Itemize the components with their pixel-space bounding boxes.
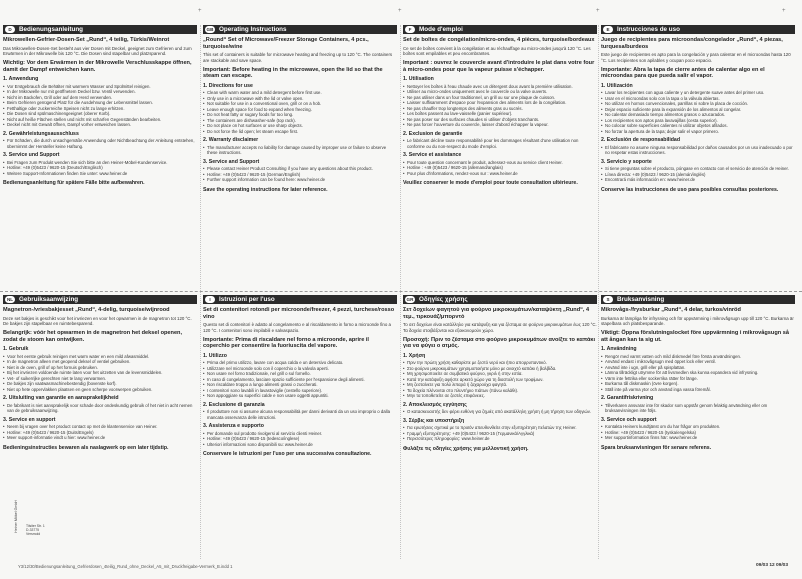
language-flag-badge: NL xyxy=(6,297,14,302)
section-header-title: Operating Instructions xyxy=(219,26,287,33)
bullet-item: • Not suitable for use in a conventional oven, grill or on a hob. xyxy=(203,101,397,107)
language-column xyxy=(403,295,597,559)
product-title: „Round“ Set of Microwave/Freezer Storage Containers, 4 pcs., turquoise/wine xyxy=(203,37,369,50)
bullet-item: • Nicht auf heiße Flächen stellen und nicht mit scharfen Gegenständen bearbeiten. xyxy=(3,117,197,123)
section-header-title: Mode d'emploi xyxy=(419,26,463,33)
subsection-heading: 3. Service en support xyxy=(3,416,56,423)
important-warning: Belangrijk: vóór het opwarmen in de magnetron het deksel openen, zodat de stoom kan ontwijken. xyxy=(3,329,183,343)
bullet-item: • Använd endast i mikrovågsugn med öppet lock eller ventil. xyxy=(601,359,795,365)
bullet-item: • Hotline: +49 (0)5423 / 9620-15 (tyska/engelska) xyxy=(601,430,795,436)
section-body xyxy=(203,34,397,193)
subsection-heading: 1. Utilizzo xyxy=(203,353,227,359)
bullet-item: • Encontrará más información en: www.heiner.de xyxy=(601,177,795,183)
subsection-heading: 3. Σέρβις και υποστήριξη xyxy=(403,417,465,424)
bullet-item: • Weitere Support-Informationen finden Sie unter: www.heiner.de xyxy=(3,171,197,177)
bullet-item: • Für Schäden, die durch unsachgemäße Anwendung oder Nichtbeachtung der Anleitung entstehen, übernimmt der Hersteller keine Haftung. xyxy=(3,138,197,149)
bullet-item: • Los recipientes son aptos para lavavajillas (cesta superior). xyxy=(601,118,795,124)
bullet-item: • De fabrikant is niet aansprakelijk voor schade door ondeskundig gebruik of het niet in acht nemen van de gebruiksaanwijzing. xyxy=(3,403,197,414)
bullet-item: • Non usare nel forno tradizionale, nel grill o sul fornello. xyxy=(203,371,397,377)
section-body xyxy=(3,304,197,451)
bullet-item: • In caso di congelamento, lasciare spazio sufficiente per l'espansione degli alimenti. xyxy=(203,377,397,383)
keep-instructions-note: Save the operating instructions for later reference. xyxy=(203,186,328,193)
bullet-item: • Les boîtes passent au lave-vaisselle (panier supérieur). xyxy=(403,111,597,117)
bullet-item: • Deckel nicht mit Gewalt öffnen, Dampf vorher entweichen lassen. xyxy=(3,122,197,128)
keep-instructions-note: Conservare le istruzioni per l'uso per una successiva consultazione. xyxy=(203,451,372,458)
bullet-item: • Non riscaldare troppo a lungo alimenti grassi o zuccherati. xyxy=(203,382,397,388)
subsection-heading: 3. Service et assistance xyxy=(403,152,462,159)
bullet-item: • Meer support-informatie vindt u hier: www.heiner.de xyxy=(3,435,197,441)
bullet-item: • No utilizar en hornos convencionales, parrillas ni sobre la placa de cocción. xyxy=(601,101,795,107)
intro-text: This set of containers is suitable for microwave heating and freezing up to 120 °C. The containers are stackable and save space. xyxy=(203,52,393,63)
bullet-item: • Bei Fragen zum Produkt wenden Sie sich bitte an den Heiner-Möbel-Kundenservice. xyxy=(3,160,197,166)
bullet-item: • Die Dosen sind spülmaschinengeeignet (oberer Korb). xyxy=(3,111,197,117)
section-header-title: Istruzioni per l'uso xyxy=(219,296,275,303)
subsection-heading: 2. Αποκλεισμός εγγύησης xyxy=(403,401,467,408)
subsection-heading: 2. Gewährleistungsausschluss xyxy=(3,130,79,137)
language-column xyxy=(601,25,795,287)
language-column xyxy=(3,25,197,287)
bullet-item: • Περισσότερες πληροφορίες: www.heiner.de xyxy=(403,436,597,442)
intro-text: Ce set de boîtes convient à la congélation et au réchauffage au micro-ondes jusqu'à 120 °C. Les boîtes sont empilables et peu encombrantes. xyxy=(403,45,591,57)
bullet-item: • Ne pas poser sur des surfaces chaudes ni utiliser d'objets tranchants. xyxy=(403,117,597,123)
bullet-item: • Για ερωτήσεις σχετικά με το προϊόν απευθυνθείτε στην εξυπηρέτηση πελατών της Heiner. xyxy=(403,425,597,431)
subsection-heading: 3. Assistenza e supporto xyxy=(203,423,264,430)
section-header xyxy=(3,25,197,34)
subsection-heading: 1. Utilisation xyxy=(403,76,434,83)
bullet-item: • Utilizzare nel microonde solo con il coperchio o la valvola aperti. xyxy=(203,366,397,372)
bullet-item: • Kontakta Heiners kundtjänst om du har frågor om produkten. xyxy=(601,424,795,430)
section-body xyxy=(403,34,597,186)
language-column xyxy=(403,25,597,287)
section-header-title: Gebruiksaanwijzing xyxy=(19,296,79,303)
bullet-item: • Μη ζεσταίνετε για πολύ λιπαρά ή ζαχαρούχα φαγητά. xyxy=(403,382,597,388)
subsection-heading: 3. Service und Support xyxy=(3,152,60,159)
section-body xyxy=(601,304,795,451)
keep-instructions-note: Bedieningsinstructies bewaren als naslagwerk op een later tijdstip. xyxy=(3,444,169,451)
bullet-item: • Lämna tillräckligt utrymme för att livsmedlen ska kunna expandera vid infrysning. xyxy=(601,370,795,376)
language-flag-badge: E xyxy=(603,26,613,33)
important-warning: Important: Before heating in the microwave, open the lid so that the steam can escape. xyxy=(203,66,383,80)
language-column xyxy=(601,295,795,559)
bottom-row xyxy=(0,295,802,559)
intro-text: Das Mikrowellen-Dosen-Set besteht aus vier Dosen mit Deckel, geeignet zum Gefrieren und zum Erwärmen in der Mikrowelle bis 120 °C. Die Dosen sind stapelbar und platzsparend. xyxy=(3,45,192,57)
bullet-item: • No calentar demasiado tiempo alimentos grasos o azucarados. xyxy=(601,112,795,118)
bullet-item: • Värm inte fettrika eller sockerrika rätter för länge. xyxy=(601,376,795,382)
bullet-item: • Κατά την κατάψυξη αφήστε αρκετό χώρο για τη διαστολή των τροφίμων. xyxy=(403,377,597,383)
subsection-heading: 1. Användning xyxy=(601,346,637,353)
bullet-item: • Si tiene preguntas sobre el producto, póngase en contacto con el servicio de atención de Heiner. xyxy=(601,166,795,172)
bullet-item: • Ställ inte på varma ytor och använd inga vassa föremål. xyxy=(601,387,795,393)
bullet-item: • No forzar la apertura de la tapa; dejar salir el vapor primero. xyxy=(601,129,795,135)
section-header-title: Instrucciones de uso xyxy=(617,26,680,33)
bullet-item: • Clean with warm water and a mild detergent before first use. xyxy=(203,90,397,96)
language-flag-badge: F xyxy=(405,26,415,33)
subsection-heading: 2. Garantifriskrivning xyxy=(601,395,654,402)
subsection-heading: 3. Service och support xyxy=(601,416,657,423)
bullet-item: • Do not place on hot surfaces or use sharp objects. xyxy=(203,123,397,129)
bullet-item: • Hotline: +49 (0)5423 / 9620-15 (Deutsch/Englisch) xyxy=(3,165,197,171)
bullet-item: • Voor het eerste gebruik reinigen met warm water en een mild afwasmiddel. xyxy=(3,354,197,360)
bullet-item: • Leave enough space for food to expand when freezing. xyxy=(203,107,397,113)
print-file-info: Y3/12/30/Bedienungsanleitung_Gefrierdosen_4teilig_Rund_ohne_Deckel_A5_mit_Druckfreigabe-Vermerk_B.indd 1 xyxy=(18,564,233,569)
subsection-heading: 2. Warranty disclaimer xyxy=(203,137,259,144)
bullet-item: • Le fabricant décline toute responsabilité pour les dommages résultant d'une utilisation non conforme ou du non-respect du mode d'emploi. xyxy=(403,138,597,149)
bullet-item: • Burkarna tål diskmaskin (övre korgen). xyxy=(601,381,795,387)
bullet-item: • Dejar espacio suficiente para la expansión de los alimentos al congelar. xyxy=(601,107,795,113)
product-title: Mikrovågs-/frysburkar „Rund“, 4 delar, turkos/vinröd xyxy=(601,307,741,313)
bullet-item: • Μη χρησιμοποιείτε σε συμβατικό φούρνο, γκριλ ή στην εστία. xyxy=(403,371,597,377)
product-title: Juego de recipientes para microondas/congelador „Rund“, 4 piezas, turquesa/burdeos xyxy=(601,37,783,50)
language-flag-badge: GB xyxy=(206,27,214,32)
bullet-item: • Στο φούρνο μικροκυμάτων χρησιμοποιήστε μόνο με ανοιχτό καπάκι ή βαλβίδα. xyxy=(403,366,597,372)
bullet-item: • El fabricante no asume ninguna responsabilidad por daños causados por un uso inadecuado o por no respetar estas instrucciones. xyxy=(601,145,795,156)
product-title: Σετ δοχείων φαγητού για φούρνο μικροκυμάτων/καταψύκτη „Rund“, 4 τεμ., τιρκουάζ/μπορντό xyxy=(403,307,590,320)
keep-instructions-note: Conserve las instrucciones de uso para posibles consultas posteriores. xyxy=(601,186,779,193)
bullet-item: • Línea directa: +49 (0)5423 / 9620-15 (alemán/inglés) xyxy=(601,172,795,178)
section-header xyxy=(403,25,597,34)
bullet-item: • The containers are dishwasher-safe (top rack). xyxy=(203,118,397,124)
important-warning: Importante: Abra la tapa de cierre antes de calentar algo en el microondas para que pueda salir el vapor. xyxy=(601,66,765,80)
bullet-item: • Bij het invriezen voldoende ruimte laten voor het uitzetten van de levensmiddelen. xyxy=(3,370,197,376)
bullet-item: • Neem bij vragen over het product contact op met de klantenservice van Heiner. xyxy=(3,424,197,430)
bullet-item: • Do not heat fatty or sugary foods for too long. xyxy=(203,112,397,118)
language-flag-badge: D xyxy=(5,26,15,33)
bullet-item: • Prima del primo utilizzo, lavare con acqua calda e un detersivo delicato. xyxy=(203,360,397,366)
product-title: Set de boîtes de congélation/micro-ondes, 4 pièces, turquoise/bordeaux xyxy=(403,37,595,43)
bullet-item: • Ο κατασκευαστής δεν φέρει ευθύνη για ζημιές από ακατάλληλη χρήση ή μη τήρηση των οδηγιών. xyxy=(403,409,597,415)
bullet-item: • Pour plus d'informations, rendez-vous sur : www.heiner.de xyxy=(403,171,597,177)
section-header xyxy=(3,295,197,304)
subsection-heading: 2. Exclusión de responsabilidad xyxy=(601,137,680,144)
bullet-item: • Ne pas forcer l'ouverture du couvercle, laisser d'abord échapper la vapeur. xyxy=(403,122,597,128)
language-column xyxy=(203,295,397,559)
bullet-item: • In der Mikrowelle nur mit geöffnetem Deckel bzw. Ventil verwenden. xyxy=(3,89,197,95)
section-header xyxy=(203,295,397,304)
print-date-code: 09/03 12 09/03 xyxy=(755,563,788,568)
bullet-item: • Niet op hete oppervlakken plaatsen en geen scherpe voorwerpen gebruiken. xyxy=(3,387,197,393)
language-flag-badge: GR xyxy=(406,297,414,302)
manufacturer-name: Heiner Möbel GmbH xyxy=(14,500,18,533)
bullet-item: • Only use in a microwave with the lid or valve open. xyxy=(203,96,397,102)
subsection-heading: 2. Esclusione di garanzia xyxy=(203,401,265,408)
subsection-heading: 2. Exclusion de garantie xyxy=(403,130,463,137)
bullet-item: • Rengör med varmt vatten och mild diskmedel före första användningen. xyxy=(601,354,795,360)
section-header xyxy=(203,25,397,34)
bullet-item: • No colocar sobre superficies calientes ni utilizar objetos afilados. xyxy=(601,123,795,129)
intro-text: Burkarna är lämpliga för infrysning och för uppvärmning i mikrovågsugn upp till 120 °C. Burkarna är stapelbara och platsbesparande. xyxy=(601,315,794,327)
bullet-item: • Do not force the lid open; let steam escape first. xyxy=(203,129,397,135)
bullet-item: • Usar en el microondas solo con la tapa o la válvula abiertas. xyxy=(601,96,795,102)
keep-instructions-note: Spara bruksanvisningen för senare referens. xyxy=(601,444,712,451)
top-row xyxy=(0,25,802,287)
subsection-heading: 1. Gebruik xyxy=(3,346,29,353)
section-body xyxy=(403,304,597,452)
intro-text: Το σετ δοχείων είναι κατάλληλο για κατάψυξη και για ζέσταμα σε φούρνο μικροκυμάτων έως 120 °C. Τα δοχεία στοιβάζονται και εξοικονομούν χώρο. xyxy=(403,322,597,333)
product-title: Mikrowellen-Gefrier-Dosen-Set „Rund“, 4 teilig, Türkis/Weinrot xyxy=(3,37,170,43)
intro-text: Este juego de recipientes es apto para la congelación y para calentar en el microondas hasta 120 °C. Los recipientes son apilables y ocupan poco espacio. xyxy=(601,52,791,63)
bullet-item: • Il produttore non si assume alcuna responsabilità per danni derivanti da un uso improprio o dalla mancata osservanza delle istruzioni. xyxy=(203,409,397,420)
section-header xyxy=(601,25,795,34)
section-body xyxy=(203,304,397,458)
address-line: Versmold xyxy=(26,532,41,537)
intro-text: Deze set bakjes is geschikt voor het invriezen en voor het opwarmen in de magnetron tot 120 °C. De bakjes zijn stapelbaar en ruimtebesparend. xyxy=(3,315,192,327)
important-warning: Viktigt: Öppna förslutningslocket före uppvärmning i mikrovågsugn så att ångan kan ta sig ut. xyxy=(601,329,789,343)
important-warning: Importante: Prima di riscaldare nel forno a microonde, aprire il coperchio per consentire la fuoriuscita del vapore. xyxy=(203,336,369,350)
keep-instructions-note: Bedienungsanleitung für spätere Fälle bitte aufbewahren. xyxy=(3,180,145,187)
bullet-item: • Πριν την πρώτη χρήση καθαρίστε με ζεστό νερό και ήπιο απορρυπαντικό. xyxy=(403,360,597,366)
keep-instructions-note: Φυλάξτε τις οδηγίες χρήσης για μελλοντική χρήση. xyxy=(403,445,529,452)
bullet-item: • Τα δοχεία πλένονται στο πλυντήριο πιάτων (πάνω καλάθι). xyxy=(403,388,597,394)
bullet-item: • Mer supportinformation finns här: www.heiner.de xyxy=(601,435,795,441)
language-column xyxy=(203,25,397,287)
bullet-item: • Γραμμή εξυπηρέτησης: +49 (0)5423 / 9620-15 (Γερμανικά/Αγγλικά) xyxy=(403,431,597,437)
fold-line xyxy=(0,291,802,292)
bullet-item: • Hotline : +49 (0)5423 / 9620-15 (allemand/anglais) xyxy=(403,165,597,171)
bullet-item: • Fetthaltige oder zuckerreiche Speisen nicht zu lange erhitzen. xyxy=(3,106,197,112)
section-header-title: Bedienungsanleitung xyxy=(19,26,84,33)
bullet-item: • De bakjes zijn vaatwasmachinebestendig (bovenste korf). xyxy=(3,381,197,387)
keep-instructions-note: Veuillez conserver le mode d'emploi pour toute consultation ultérieure. xyxy=(403,180,578,187)
important-warning: Important : ouvrez le couvercle avant d'introduire le plat dans votre four à micro-ondes pour que la vapeur puisse s'échapper. xyxy=(403,59,595,73)
section-body xyxy=(601,34,795,193)
crop-mark: + xyxy=(596,8,600,14)
section-header xyxy=(403,295,597,304)
bullet-item: • Hotline: +49 (0)5423 / 9620-15 (tedesco/inglese) xyxy=(203,436,397,442)
subsection-heading: 3. Servicio y soporte xyxy=(601,158,652,165)
bullet-item: • Vet- of suikerrijke gerechten niet te lang verwarmen. xyxy=(3,376,197,382)
bullet-item: • Ne pas utiliser dans un four traditionnel, un grill ou sur une plaque de cuisson. xyxy=(403,95,597,101)
bullet-item: • Tillverkaren ansvarar inte för skador som uppstår genom felaktig användning eller om bruksanvisningen inte följs. xyxy=(601,403,795,414)
bullet-item: • Använd inte i ugn, grill eller på spisplattan. xyxy=(601,365,795,371)
section-body xyxy=(3,34,197,186)
section-header-title: Οδηγίες χρήσης xyxy=(419,296,468,303)
bullet-item: • Vor Erstgebrauch die Behälter mit warmem Wasser und Spülmittel reinigen. xyxy=(3,84,197,90)
bullet-item: • Nettoyer les boîtes à l'eau chaude avec un détergent doux avant la première utilisation. xyxy=(403,84,597,90)
bullet-item: • Nicht im Backofen, Grill oder auf dem Herd verwenden. xyxy=(3,95,197,101)
bullet-item: • Hotline: +49 (0)5423 / 9620-15 (German/English) xyxy=(203,172,397,178)
subsection-heading: 3. Service and Support xyxy=(203,158,260,165)
crop-mark: + xyxy=(198,8,202,14)
subsection-heading: 2. Uitsluiting van garantie en aansprakelijkheid xyxy=(3,395,119,402)
important-warning: Wichtig: Vor dem Erwärmen in der Mikrowelle Verschlusskappe öffnen, damit der Dampf entweichen kann. xyxy=(3,59,192,73)
section-header xyxy=(601,295,795,304)
language-flag-badge: I xyxy=(205,296,215,303)
bullet-item: • Ne pas chauffer trop longtemps des aliments gras ou sucrés. xyxy=(403,106,597,112)
bullet-item: • Niet in de oven, grill of op het fornuis gebruiken. xyxy=(3,365,197,371)
bullet-item: • Lavar los recipientes con agua caliente y un detergente suave antes del primer uso. xyxy=(601,90,795,96)
bullet-item: • Per domande sul prodotto rivolgersi al servizio clienti Heiner. xyxy=(203,431,397,437)
section-header-title: Bruksanvisning xyxy=(617,296,665,303)
subsection-heading: 1. Directions for use xyxy=(203,83,253,89)
bullet-item: • Laisser suffisamment d'espace pour l'expansion des aliments lors de la congélation. xyxy=(403,100,597,106)
language-column xyxy=(3,295,197,559)
bullet-item: • I contenitori sono lavabili in lavastoviglie (cestello superiore). xyxy=(203,388,397,394)
product-title: Magnetron-/vriesbakjesset „Rund“, 4-delig, turquoise/wijnrood xyxy=(3,307,170,313)
bullet-item: • Μην τα τοποθετείτε σε ζεστές επιφάνειες. xyxy=(403,393,597,399)
bullet-item: • Please contact Heiner Product Consulting if you have any questions about this product. xyxy=(203,166,397,172)
bullet-item: • Beim Gefrieren genügend Platz für die Ausdehnung der Lebensmittel lassen. xyxy=(3,100,197,106)
subsection-heading: 1. Χρήση xyxy=(403,353,426,359)
crop-mark: + xyxy=(782,8,786,14)
manufacturer-address xyxy=(26,524,45,537)
bullet-item: • Ulteriori informazioni sono disponibili su: www.heiner.de xyxy=(203,442,397,448)
bullet-item: • Further support information can be found here: www.heiner.de xyxy=(203,177,397,183)
product-title: Set di contenitori rotondi per microonde/freezer, 4 pezzi, turchese/rosso vino xyxy=(203,307,395,320)
bullet-item: • In de magnetron alleen met geopend deksel of ventiel gebruiken. xyxy=(3,359,197,365)
address-line: D-33775 xyxy=(26,528,40,533)
crop-mark: + xyxy=(398,8,402,14)
subsection-heading: 1. Utilización xyxy=(601,83,633,89)
bullet-item: • Utiliser au micro-ondes uniquement avec le couvercle ou la valve ouverts. xyxy=(403,89,597,95)
bullet-item: • The manufacturer accepts no liability for damage caused by improper use or failure to observe these instructions. xyxy=(203,145,397,156)
address-line: Tilsiter Str. 1 xyxy=(26,524,45,528)
bullet-item: • Hotline: +49 (0)5423 / 9620-15 (Duits/Engels) xyxy=(3,430,197,436)
bullet-item: • Non appoggiare su superfici calde e non usare oggetti appuntiti. xyxy=(203,393,397,399)
language-flag-badge: S xyxy=(603,296,613,303)
intro-text: Questo set di contenitori è adatto al congelamento e al riscaldamento in forno a microonde fino a 120 °C. I contenitori sono impilabili e salvaspazio. xyxy=(203,322,391,333)
important-warning: Προσοχή: Πριν το ζέσταμα στο φούρνο μικροκυμάτων ανοίξτε το καπάκι για να φύγει ο ατμός. xyxy=(403,336,596,350)
bullet-item: • Pour toute question concernant le produit, adressez-vous au service client Heiner. xyxy=(403,160,597,166)
subsection-heading: 1. Anwendung xyxy=(3,76,39,83)
